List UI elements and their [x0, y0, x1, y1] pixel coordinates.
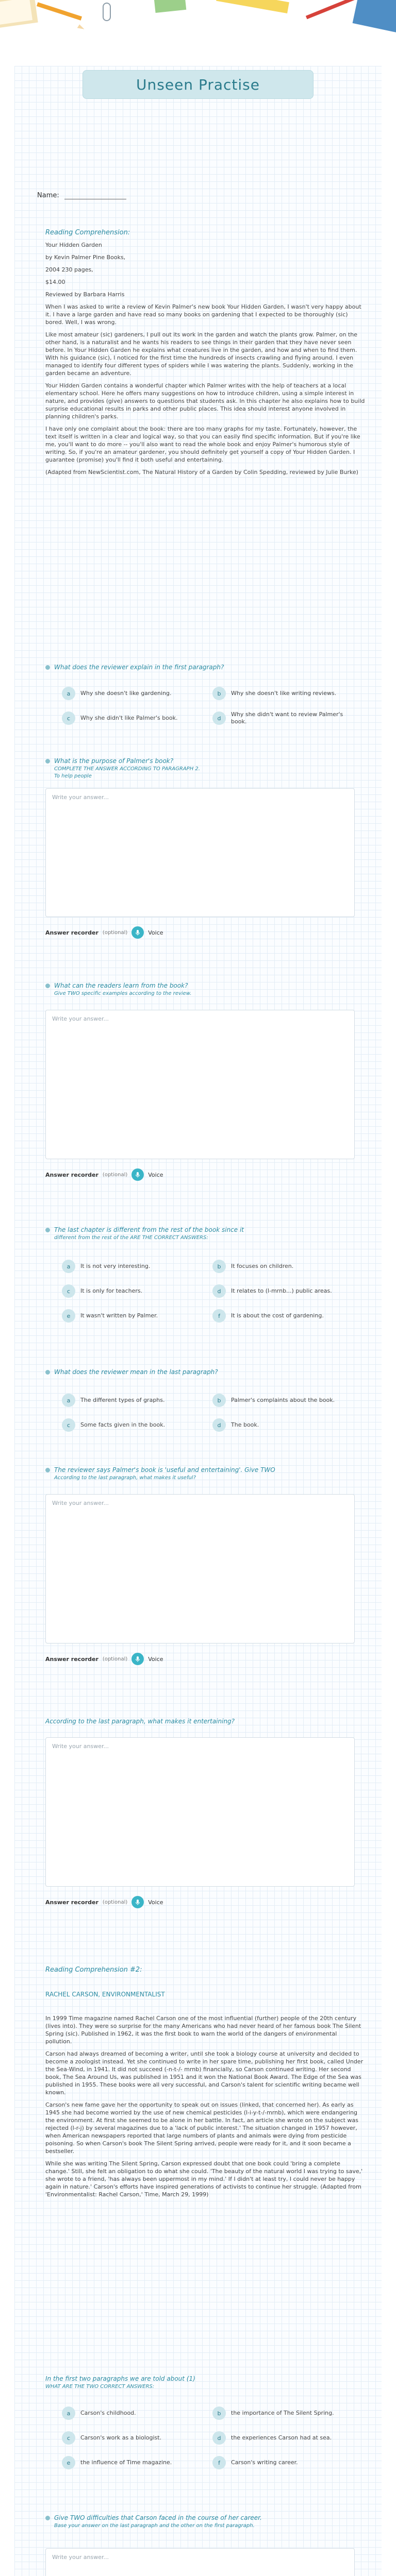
option-badge: b — [212, 1260, 226, 1273]
question-text: What can the readers learn from the book? — [54, 982, 188, 989]
answer-placeholder: Write your answer... — [52, 1500, 109, 1506]
question-subtext: According to the last paragraph, what makes it useful? — [54, 1475, 196, 1481]
option-badge: a — [62, 1260, 75, 1273]
question-3 — [45, 982, 355, 996]
microphone-icon[interactable] — [131, 1168, 144, 1181]
answer-placeholder: Write your answer... — [52, 1015, 109, 1022]
reading-line: by Kevin Palmer Pine Books, — [45, 254, 126, 261]
title-banner — [82, 70, 314, 99]
option-badge: d — [212, 1418, 226, 1432]
option-f[interactable] — [212, 1307, 351, 1325]
voice-label: Voice — [148, 1899, 163, 1906]
option-a[interactable] — [62, 684, 200, 703]
recorder-optional-tag: (optional) — [102, 1656, 128, 1662]
recorder-label: Answer recorder — [45, 1655, 98, 1663]
recorder-label: Answer recorder — [45, 1171, 98, 1178]
option-text: Why she doesn't like gardening. — [80, 690, 172, 697]
option-badge: c — [62, 2431, 75, 2445]
option-badge: a — [62, 1394, 75, 1407]
option-badge: d — [212, 1284, 226, 1298]
option-text: It is only for teachers. — [80, 1287, 143, 1294]
option-badge: b — [212, 1394, 226, 1407]
answer-box-6[interactable] — [45, 1494, 355, 1643]
answer-recorder-6 — [45, 1653, 163, 1665]
option-badge: f — [212, 2456, 226, 2469]
recorder-optional-tag: (optional) — [102, 1899, 128, 1905]
ruler-shape — [216, 0, 289, 13]
option-badge: f — [212, 1309, 226, 1323]
reading-paragraph: In 1999 Time magazine named Rachel Carson one of the most influential (further) people of the 20th century (lives into). They were so surprise for the many Americans who had never heard of her famous book The Silent Spring (sic). Published in 1962, it was the first book to warn the world of the dangers of environmental pollution. — [45, 2015, 361, 2045]
question-bullet-icon — [45, 984, 50, 988]
option-text: It is about the cost of gardening. — [231, 1312, 324, 1319]
reading-line: Reviewed by Barbara Harris — [45, 291, 125, 298]
option-badge: e — [62, 2456, 75, 2469]
option-badge: d — [212, 711, 226, 725]
recorder-label: Answer recorder — [45, 1899, 98, 1906]
option-badge: c — [62, 711, 75, 725]
option-d[interactable] — [212, 1416, 351, 1434]
option-text: Some facts given in the book. — [80, 1421, 166, 1428]
question-5 — [45, 1368, 355, 1376]
option-text: the experiences Carson had at sea. — [231, 2434, 332, 2441]
answer-recorder-3 — [45, 1168, 163, 1181]
option-text: Why she didn't want to review Palmer's book. — [231, 711, 343, 725]
reading-heading-2: Reading Comprehension #2: — [45, 1966, 142, 1974]
question-text: What is the purpose of Palmer's book? — [54, 757, 174, 765]
microphone-icon[interactable] — [131, 1653, 144, 1665]
question-4 — [45, 1226, 355, 1241]
reading-text-2 — [45, 2014, 365, 2203]
question-bullet-icon — [45, 665, 50, 670]
option-text: Carson's work as a biologist. — [80, 2434, 162, 2441]
voice-label: Voice — [148, 929, 163, 936]
option-c[interactable] — [62, 1416, 200, 1434]
q8-options — [62, 2404, 351, 2478]
question-subtext: different from the rest of the ARE THE CORRECT ANSWERS: — [54, 1235, 208, 1241]
option-text: Carson's writing career. — [231, 2459, 298, 2466]
question-bullet-icon — [45, 1468, 50, 1472]
question-text: What does the reviewer explain in the first paragraph? — [54, 664, 224, 671]
answer-recorder-7 — [45, 1896, 163, 1908]
option-badge: c — [62, 1284, 75, 1298]
reading-line: Your Hidden Garden — [45, 242, 102, 248]
question-text: The reviewer says Palmer's book is 'useful and entertaining'. Give TWO — [54, 1466, 275, 1473]
answer-box-3[interactable] — [45, 1010, 355, 1159]
option-text: Palmer's complaints about the book. — [231, 1397, 335, 1403]
question-prompt: To help people — [54, 773, 92, 779]
option-a[interactable] — [62, 2404, 200, 2422]
option-c[interactable] — [62, 1282, 200, 1300]
microphone-icon[interactable] — [131, 926, 144, 939]
option-text: The different types of graphs. — [80, 1397, 165, 1403]
question-text: The last chapter is different from the rest of the book since it — [54, 1226, 244, 1233]
answer-placeholder: Write your answer... — [52, 1743, 109, 1750]
question-1 — [45, 664, 355, 671]
option-d[interactable] — [212, 709, 351, 727]
reading-source: (Adapted from NewScientist.com, The Natural History of a Garden by Colin Spedding, reviewed by Julie Burke) — [45, 469, 358, 476]
recorder-optional-tag: (optional) — [102, 1172, 128, 1178]
option-b[interactable] — [212, 1391, 351, 1410]
option-e[interactable] — [62, 2453, 200, 2472]
blue-notebook-shape — [353, 0, 396, 34]
question-6 — [45, 1466, 355, 1481]
option-d[interactable] — [212, 1282, 351, 1300]
question-text: In the first two paragraphs we are told about (1) — [45, 2375, 195, 2382]
question-2 — [45, 757, 355, 779]
question-8 — [45, 2375, 355, 2389]
answer-box-9[interactable] — [45, 2548, 355, 2576]
option-text: the influence of Time magazine. — [80, 2459, 172, 2466]
voice-label: Voice — [148, 1655, 163, 1663]
reading-heading-1: Reading Comprehension: — [45, 229, 130, 236]
option-f[interactable] — [212, 2453, 351, 2472]
option-text: It relates to (l-mrnb...) public areas. — [231, 1287, 332, 1294]
option-d[interactable] — [212, 2429, 351, 2447]
q5-options — [62, 1391, 351, 1440]
reading-text-1 — [45, 241, 365, 481]
question-7 — [45, 1718, 355, 1725]
question-subtext: WHAT ARE THE TWO CORRECT ANSWERS: — [45, 2384, 155, 2389]
reading-paragraph: Carson's new fame gave her the opportunity to speak out on issues (linked, that concerned her). As early as 1945 she had become worried by the use of new chemical pesticides (l-i-y-t-/-mrnb), which were endangering the environment. At first she seemed to be alone in her battle. In fact, an article she wrote on the subject was rejected (l-r-j) by several magazines due to a 'lack of public interest.' The situation changed in 1957 however, when American newspapers reported that large numbers of plants and animals were dying from pesticide poisoning. So when Carson's book The Silent Spring arrived, people were ready for it, and it soon became a bestseller. — [45, 2102, 358, 2155]
q4-options — [62, 1257, 351, 1331]
microphone-icon[interactable] — [131, 1896, 144, 1908]
page-title: Unseen Practise — [136, 76, 260, 93]
answer-box-7[interactable] — [45, 1737, 355, 1887]
option-b[interactable] — [212, 684, 351, 703]
option-b[interactable] — [212, 1257, 351, 1276]
question-bullet-icon — [45, 759, 50, 764]
reading-line: 2004 230 pages, — [45, 266, 93, 273]
reading-paragraph: Carson had always dreamed of becoming a writer, until she took a biology course at university and decided to become a zoologist instead. Yet she continued to write in her spare time, publishing her first book, called Under the Sea-Wind, in 1941. It did not succeed (-n-t-/- mrnb) financially, so Carson continued writing. Her second book, The Sea Around Us, was published in 1951 and it won the National Book Award. The Edge of the Sea was published in 1955. These books were all very successful, and Carson's talent for scientific writing became well known. — [45, 2050, 364, 2096]
question-bullet-icon — [45, 2516, 50, 2520]
option-e[interactable] — [62, 1307, 200, 1325]
option-badge: a — [62, 2406, 75, 2420]
reading-paragraph: I have only one complaint about the book: there are too many graphs for my taste. Fortunately, however, the text itself is written in a clear and logical way, so that you can easily find specific information. But if you're like me, you'll want to do more -- you'll also want to read the whole book and enjoy Palmer's humorous style of writing. So, if you're an amateur gardener, you should definitely get yourself a copy of Your Hidden Garden. I guarantee (promise) you'll find it both useful and entertaining. — [45, 426, 360, 463]
question-bullet-icon — [45, 1228, 50, 1232]
option-a[interactable] — [62, 1257, 200, 1276]
option-badge: b — [212, 687, 226, 700]
answer-box-2[interactable] — [45, 788, 355, 917]
reading-subheading-2: RACHEL CARSON, ENVIRONMENTALIST — [45, 1991, 165, 1998]
reading-paragraph: When I was asked to write a review of Kevin Palmer's new book Your Hidden Garden, I wasn't very happy about it. I have a large garden and have read so many books on gardening that I expected to be thoroughly (sic) bored. Well, I was wrong. — [45, 303, 361, 326]
option-text: Why she didn't like Palmer's book. — [80, 715, 178, 721]
option-text: Why she doesn't like writing reviews. — [231, 690, 337, 697]
option-badge: b — [212, 2406, 226, 2420]
voice-label: Voice — [148, 1171, 163, 1178]
pencil-shape — [37, 2, 82, 20]
answer-placeholder: Write your answer... — [52, 794, 109, 801]
option-text: It wasn't written by Palmer. — [80, 1312, 158, 1319]
name-label: Name: — [37, 192, 59, 199]
reading-paragraph: Your Hidden Garden contains a wonderful chapter which Palmer writes with the help of teachers at a local elementary school. Here he offers many suggestions on how to introduce children, using a simple interest in nature, and provides (give) answers to questions that students ask. In this chapter he also explains how to build surprise educational results in parks and other public places. This idea should interest anyone involved in planning children's parks. — [45, 382, 365, 420]
reading-paragraph: While she was writing The Silent Spring, Carson expressed doubt that one book could 'bring a complete change.' Still, she felt an obligation to do what she could. 'The beauty of the natural world I was trying to save,' she wrote to a friend, 'has always been uppermost in my mind.' If I didn't at least try, I could never be happy again in nature.' Carson's efforts have inspired generations of activists to continue her struggle. (Adapted from 'Environmentalist: Rachel Carson,' Time, March 29, 1999) — [45, 2160, 363, 2198]
option-c[interactable] — [62, 2429, 200, 2447]
q1-options — [62, 684, 351, 734]
name-row — [37, 192, 126, 199]
option-text: It is not very interesting. — [80, 1263, 151, 1269]
question-subtext: Give TWO specific examples according to the review. — [54, 991, 192, 996]
option-text: It focuses on children. — [231, 1263, 294, 1269]
option-text: The book. — [231, 1421, 259, 1428]
question-bullet-icon — [45, 1370, 50, 1375]
question-subtext: Base your answer on the last paragraph and the other on the first paragraph. — [54, 2523, 255, 2529]
question-text: Give TWO difficulties that Carson faced in the course of her career. — [54, 2514, 262, 2521]
pen-shape — [306, 0, 360, 19]
option-badge: d — [212, 2431, 226, 2445]
option-b[interactable] — [212, 2404, 351, 2422]
option-badge: e — [62, 1309, 75, 1323]
answer-placeholder: Write your answer... — [52, 2554, 109, 2561]
option-badge: c — [62, 1418, 75, 1432]
question-subtext: COMPLETE THE ANSWER ACCORDING TO PARAGRAPH 2. — [54, 766, 200, 772]
option-a[interactable] — [62, 1391, 200, 1410]
question-9 — [45, 2514, 355, 2529]
question-text: What does the reviewer mean in the last paragraph? — [54, 1368, 218, 1376]
answer-recorder-2 — [45, 926, 163, 939]
option-c[interactable] — [62, 709, 200, 727]
option-text: Carson's childhood. — [80, 2410, 136, 2416]
option-text: the importance of The Silent Spring. — [231, 2410, 334, 2416]
option-badge: a — [62, 687, 75, 700]
reading-line: $14.00 — [45, 279, 65, 285]
reading-paragraph: Like most amateur (sic) gardeners, I pull out its work in the garden and watch the plants grow. Palmer, on the other hand, is a naturalist and he wants his readers to see things in their garden that they have never seen before. In Your Hidden Garden he explains what creatures live in the garden, and how and when to find them. With his guidance (sic), I noticed for the first time the hundreds of insects crawling and flying around. I even managed to identify four different types of spiders while I was watering the plants. Suddenly, working in the garden became an adventure. — [45, 331, 358, 377]
recorder-label: Answer recorder — [45, 929, 98, 936]
question-text: According to the last paragraph, what makes it entertaining? — [45, 1718, 235, 1725]
recorder-optional-tag: (optional) — [102, 929, 128, 936]
